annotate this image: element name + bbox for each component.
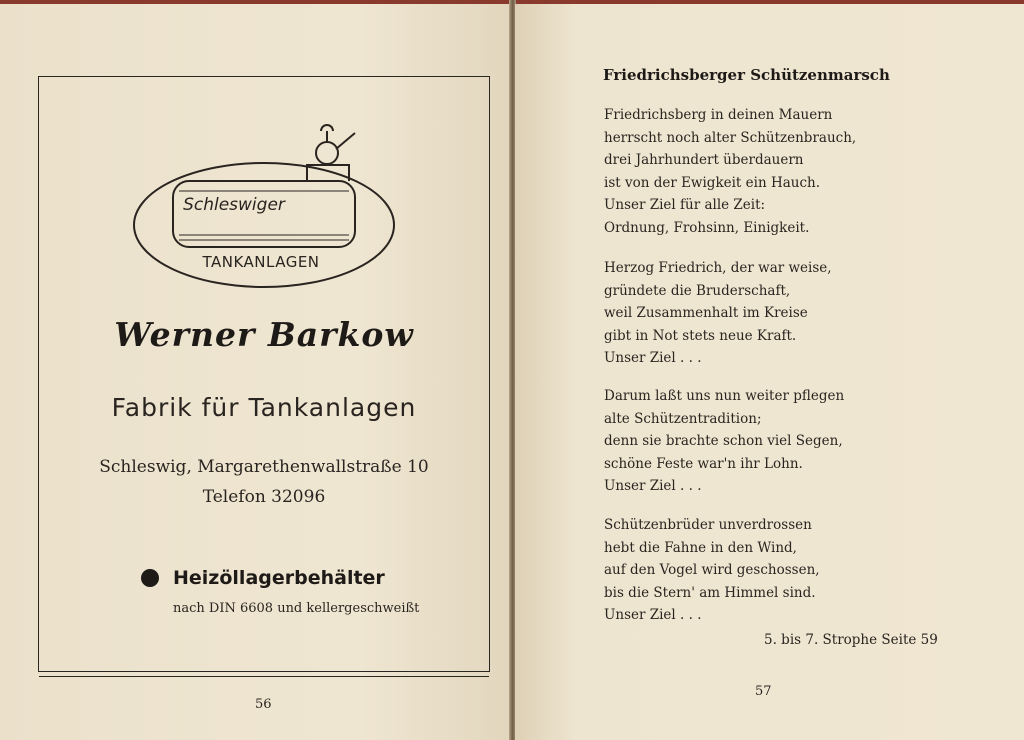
company-phone: Telefon 32096 <box>202 487 326 507</box>
page-number-right: 57 <box>755 684 772 699</box>
product-name: Heizöllagerbehälter <box>173 567 385 589</box>
continuation-note: 5. bis 7. Strophe Seite 59 <box>764 632 938 648</box>
stanza-line: bis die Stern' am Himmel sind. <box>604 584 816 601</box>
stanza-line: gibt in Not stets neue Kraft. <box>604 327 797 344</box>
left-page <box>0 4 510 740</box>
stanza-line: schöne Feste war'n ihr Lohn. <box>604 455 803 472</box>
stanza-line: weil Zusammenhalt im Kreise <box>604 305 808 322</box>
stanza-line: Ordnung, Frohsinn, Einigkeit. <box>604 219 810 236</box>
stanza-line: Unser Ziel . . . <box>604 350 702 367</box>
stanza-1 <box>604 104 856 240</box>
stanza-line: hebt die Fahne in den Wind, <box>604 539 797 556</box>
stanza-line: Herzog Friedrich, der war weise, <box>604 260 832 276</box>
stanza-3 <box>604 385 844 498</box>
stanza-line: ist von der Ewigkeit ein Hauch. <box>604 174 821 191</box>
company-address: Schleswig, Margarethenwallstraße 10 <box>99 457 429 477</box>
stanza-line: Schützenbrüder unverdrossen <box>604 517 812 533</box>
page-number-left: 56 <box>255 697 272 712</box>
stanza-line: Unser Ziel für alle Zeit: <box>604 197 766 214</box>
stanza-line: drei Jahrhundert überdauern <box>604 152 804 169</box>
bullet-icon <box>141 569 159 587</box>
stanza-line: denn sie brachte schon viel Segen, <box>604 433 843 450</box>
company-tagline: Fabrik für Tankanlagen <box>111 393 417 422</box>
advertisement-box <box>38 76 490 672</box>
stanza-line: gründete die Bruderschaft, <box>604 282 791 299</box>
stanza-line: herrscht noch alter Schützenbrauch, <box>604 129 857 146</box>
product-description: nach DIN 6608 und kellergeschweißt <box>173 601 420 616</box>
logo-text-tankanlagen: TANKANLAGEN <box>202 253 320 271</box>
stanza-line: Unser Ziel . . . <box>604 607 702 624</box>
right-page <box>515 4 1024 740</box>
stanza-2 <box>604 257 832 370</box>
stanza-line: alte Schützentradition; <box>604 410 762 427</box>
product-heading <box>141 567 385 589</box>
stanza-4 <box>604 514 820 627</box>
logo-text-schleswiger: Schleswiger <box>183 195 285 215</box>
stanza-line: Darum laßt uns nun weiter pflegen <box>604 388 845 404</box>
company-name: Werner Barkow <box>114 315 414 354</box>
stanza-line: auf den Vogel wird geschossen, <box>604 562 820 579</box>
song-title: Friedrichsberger Schützenmarsch <box>603 66 890 84</box>
stanza-line: Unser Ziel . . . <box>604 478 702 495</box>
stanza-line: Friedrichsberg in deinen Mauern <box>604 107 833 123</box>
